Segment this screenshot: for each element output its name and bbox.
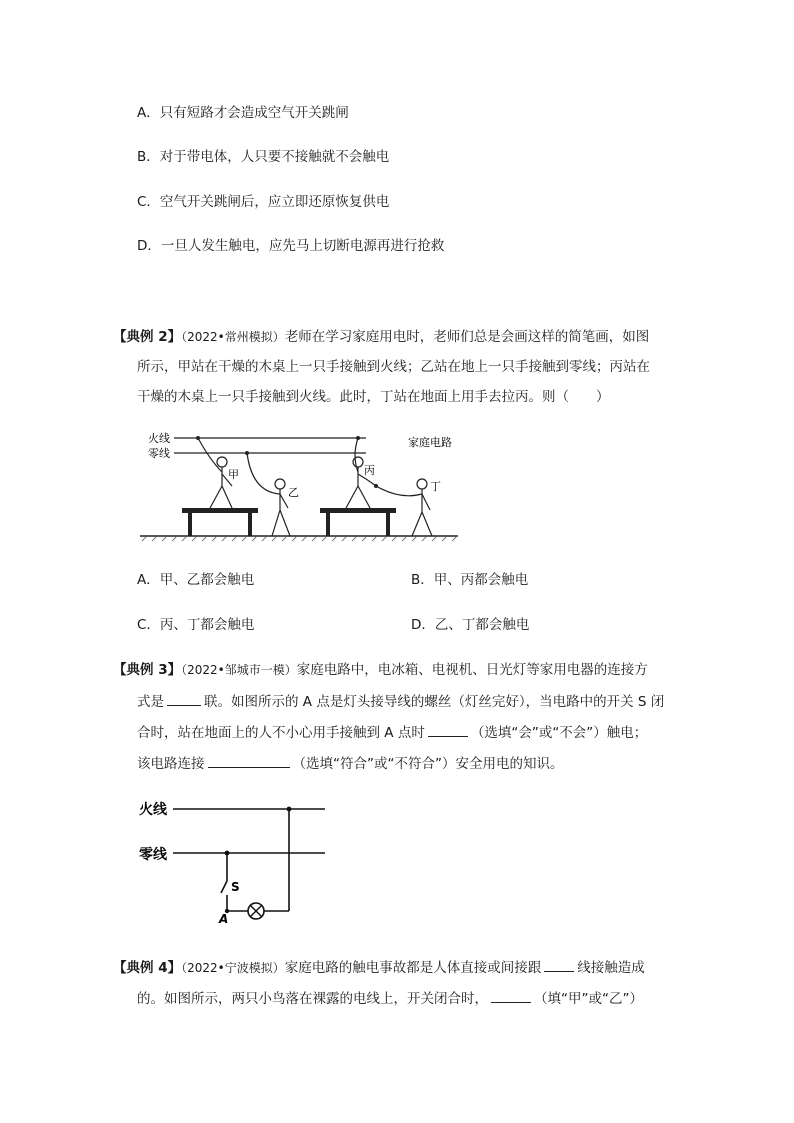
q3-live-label: 火线 bbox=[139, 802, 167, 818]
q3-text-4b: （选填“符合”或“不符合”）安全用电的知识。 bbox=[292, 756, 564, 772]
q2-circuit-figure bbox=[140, 428, 470, 550]
q2-option-c: C．丙、丁都会触电 bbox=[137, 617, 255, 633]
q3-point-label: A bbox=[219, 912, 229, 926]
q4-source: （2022•宁波模拟） bbox=[181, 961, 285, 975]
q2-person-yi bbox=[247, 453, 290, 536]
q2-text-1: 老师在学习家庭用电时，老师们总是会画这样的简笔画，如图 bbox=[284, 329, 650, 345]
q3-text-3a: 合时，站在地面上的人不小心用手接触到 A 点时 bbox=[137, 725, 425, 741]
q4-text-1b: 线接触造成 bbox=[577, 960, 645, 976]
q4-line-2 bbox=[137, 988, 643, 1008]
q2-option-a: A．甲、乙都会触电 bbox=[137, 572, 255, 588]
q3-line-3 bbox=[137, 722, 647, 742]
q3-source: （2022•邹城市一模） bbox=[181, 663, 297, 677]
q2-tag: 【典例 2】 bbox=[113, 329, 182, 345]
q3-tag: 【典例 3】 bbox=[113, 662, 182, 678]
q2-person-jia bbox=[198, 438, 232, 508]
q4-blank-2 bbox=[491, 988, 531, 1003]
q3-blank-3 bbox=[208, 753, 290, 768]
q2-title: 家庭电路 bbox=[408, 436, 452, 449]
q1-option-b: B．对于带电体，人只要不接触就不会触电 bbox=[137, 149, 390, 165]
q4-text-2b: （填“甲”或“乙”） bbox=[534, 991, 643, 1007]
q3-line-2 bbox=[137, 691, 664, 711]
q2-line-1 bbox=[113, 328, 649, 346]
q3-blank-1 bbox=[167, 691, 201, 706]
q1-option-c: C．空气开关跳闸后，应立即还原恢复供电 bbox=[137, 194, 390, 210]
q4-text-1a: 家庭电路的触电事故都是人体直接或间接跟 bbox=[284, 960, 542, 976]
q2-table-2 bbox=[320, 508, 396, 536]
q2-source: （2022•常州模拟） bbox=[181, 330, 285, 344]
q3-text-1: 家庭电路中，电冰箱、电视机、日光灯等家用电器的连接方 bbox=[296, 662, 648, 678]
q2-neutral-label: 零线 bbox=[148, 447, 170, 460]
q2-option-b: B．甲、丙都会触电 bbox=[411, 572, 529, 588]
q3-text-2b: 联。如图所示的 A 点是灯头接导线的螺丝（灯丝完好），当电路中的开关 S 闭 bbox=[204, 694, 665, 710]
q3-circuit-figure bbox=[137, 795, 337, 925]
q3-lamp bbox=[248, 903, 264, 919]
q2-option-d: D．乙、丁都会触电 bbox=[411, 617, 530, 633]
q3-blank-2 bbox=[428, 722, 468, 737]
q1-option-a: A．只有短路才会造成空气开关跳闸 bbox=[137, 105, 349, 121]
q4-text-2a: 的。如图所示，两只小鸟落在裸露的电线上，开关闭合时， bbox=[137, 991, 488, 1007]
q2-person-ding bbox=[376, 479, 432, 536]
q3-neutral-label: 零线 bbox=[139, 847, 167, 863]
q2-label-ding: 丁 bbox=[430, 480, 441, 493]
q4-tag: 【典例 4】 bbox=[113, 960, 182, 976]
q4-blank-1 bbox=[544, 957, 574, 972]
q4-line-1 bbox=[113, 957, 645, 977]
q2-label-yi: 乙 bbox=[288, 486, 299, 499]
q3-text-2a: 式是 bbox=[137, 694, 164, 710]
q2-line-3: 干燥的木桌上一只手接触到火线。此时，丁站在地面上用手去拉丙。则（ ） bbox=[137, 389, 610, 405]
q3-line-4 bbox=[137, 753, 563, 773]
q3-switch bbox=[221, 881, 227, 893]
q2-label-bing: 丙 bbox=[364, 464, 375, 477]
q2-label-jia: 甲 bbox=[228, 468, 239, 481]
q2-table-1 bbox=[182, 508, 258, 536]
q1-option-d: D．一旦人发生触电，应先马上切断电源再进行抢救 bbox=[137, 238, 445, 254]
q3-switch-label: S bbox=[231, 880, 240, 894]
q3-text-3b: （选填“会”或“不会”）触电； bbox=[470, 725, 648, 741]
q2-line-2: 所示，甲站在干燥的木桌上一只手接触到火线；乙站在地上一只手接触到零线；丙站在 bbox=[137, 359, 650, 375]
q3-line-1 bbox=[113, 661, 648, 679]
q3-text-4a: 该电路连接 bbox=[137, 756, 205, 772]
q2-live-label: 火线 bbox=[148, 432, 170, 445]
